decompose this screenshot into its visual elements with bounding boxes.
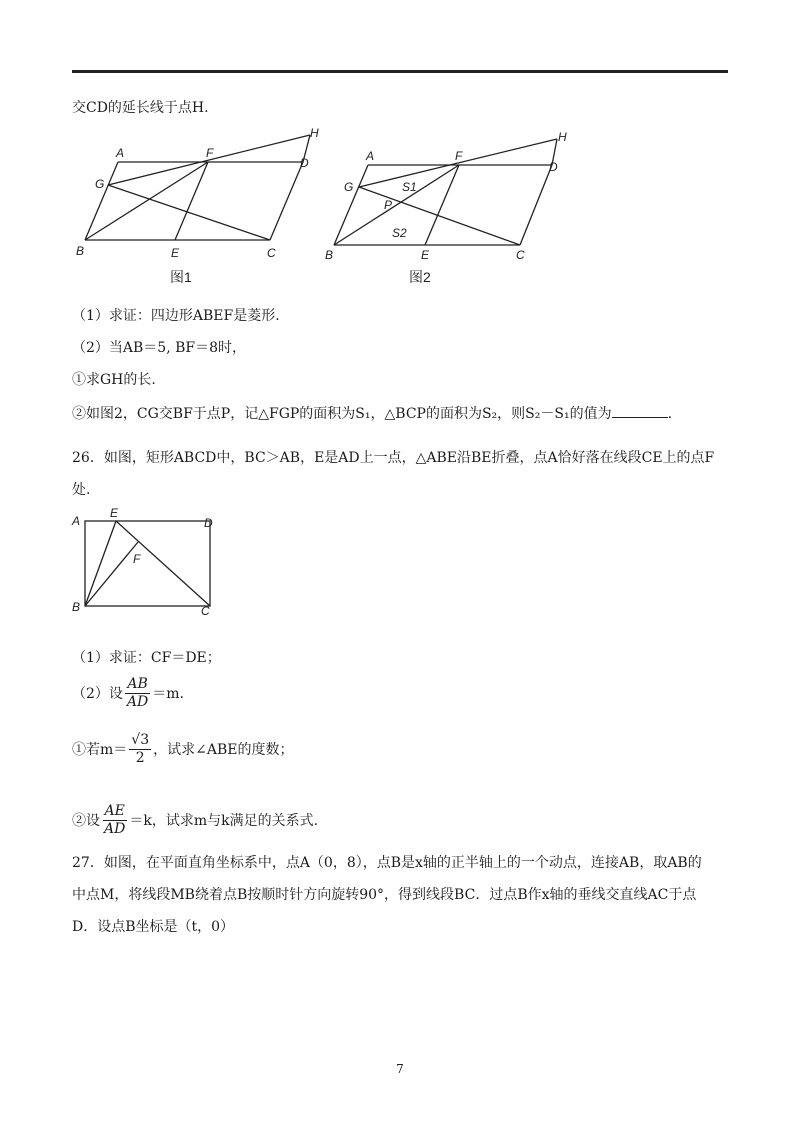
fraction bbox=[102, 803, 127, 838]
text-line: （1）求证：CF＝DE； bbox=[72, 650, 221, 666]
text-line bbox=[72, 803, 318, 838]
text-line: 处. bbox=[72, 482, 91, 498]
label-C: C bbox=[267, 246, 276, 260]
text-line: 26．如图，矩形ABCD中，BC＞AB，E是AD上一点，△ABE沿BE折叠，点A恰好落在线段CE上的点F bbox=[72, 450, 715, 466]
period: . bbox=[667, 406, 673, 422]
figure-1 bbox=[70, 125, 330, 290]
answer-blank bbox=[612, 405, 668, 418]
label-G: G bbox=[95, 177, 105, 191]
question-text: ＝k，试求m与k满足的关系式. bbox=[129, 812, 319, 829]
label-S2: S2 bbox=[392, 226, 407, 240]
text-line bbox=[72, 732, 293, 767]
fraction-denominator: AD bbox=[104, 821, 126, 837]
text-line: ①求GH的长. bbox=[72, 372, 156, 388]
fraction-numerator: AB bbox=[127, 676, 148, 692]
figure-2 bbox=[322, 125, 582, 290]
label-E: E bbox=[171, 246, 180, 260]
label-F: F bbox=[133, 552, 141, 566]
page-number: 7 bbox=[396, 1062, 404, 1076]
label-E: E bbox=[110, 506, 119, 520]
text-line: （1）求证：四边形ABEF是菱形. bbox=[72, 308, 280, 324]
question-text: ＝m. bbox=[152, 685, 184, 702]
label-D: D bbox=[204, 516, 213, 530]
label-B: B bbox=[325, 248, 334, 262]
text-line bbox=[72, 676, 184, 711]
figure-caption: 图2 bbox=[409, 269, 431, 285]
label-E: E bbox=[421, 248, 430, 262]
label-D: D bbox=[300, 156, 309, 170]
text-line: 交CD的延长线于点H. bbox=[72, 100, 209, 116]
text-line: D．设点B坐标是（t，0） bbox=[72, 919, 235, 935]
label-P: P bbox=[384, 198, 393, 212]
label-S1: S1 bbox=[402, 180, 417, 194]
label-H: H bbox=[310, 126, 319, 140]
fraction bbox=[129, 732, 151, 767]
text-line: 27．如图，在平面直角坐标系中，点A（0，8），点B是x轴的正半轴上的一个动点，连接AB，取AB的 bbox=[72, 855, 702, 871]
fraction bbox=[125, 676, 150, 711]
label-F: F bbox=[206, 146, 214, 160]
label-F: F bbox=[455, 149, 463, 163]
label-D: D bbox=[549, 160, 558, 174]
label-H: H bbox=[558, 130, 567, 144]
question-text: ②设 bbox=[72, 812, 100, 829]
question-text: ②如图2，CG交BF于点P，记△FGP的面积为S₁，△BCP的面积为S₂，则S₂－S₁的值为 bbox=[72, 406, 612, 422]
label-B: B bbox=[76, 244, 85, 258]
question-text: ①若m＝ bbox=[72, 741, 128, 758]
question-text: ，试求∠ABE的度数； bbox=[153, 741, 294, 758]
label-C: C bbox=[516, 248, 525, 262]
header-rule bbox=[72, 70, 728, 73]
text-line: 中点M，将线段MB绕着点B按顺时针方向旋转90°，得到线段BC．过点B作x轴的垂线交直线AC于点 bbox=[72, 887, 697, 903]
fraction-numerator: AE bbox=[104, 803, 125, 819]
label-B: B bbox=[72, 600, 81, 614]
label-C: C bbox=[201, 604, 210, 618]
label-A: A bbox=[116, 146, 125, 160]
fraction-numerator: √3 bbox=[131, 732, 150, 748]
figure-caption: 图1 bbox=[170, 269, 192, 285]
text-line bbox=[72, 404, 672, 424]
text-line: （2）当AB＝5, BF＝8时， bbox=[72, 340, 247, 356]
fraction-denominator: 2 bbox=[135, 750, 145, 766]
fraction-denominator: AD bbox=[126, 694, 149, 710]
label-A: A bbox=[366, 149, 375, 163]
figure-3 bbox=[70, 505, 230, 620]
label-G: G bbox=[344, 180, 354, 194]
question-text: （2）设 bbox=[72, 685, 123, 702]
label-A: A bbox=[72, 514, 81, 528]
